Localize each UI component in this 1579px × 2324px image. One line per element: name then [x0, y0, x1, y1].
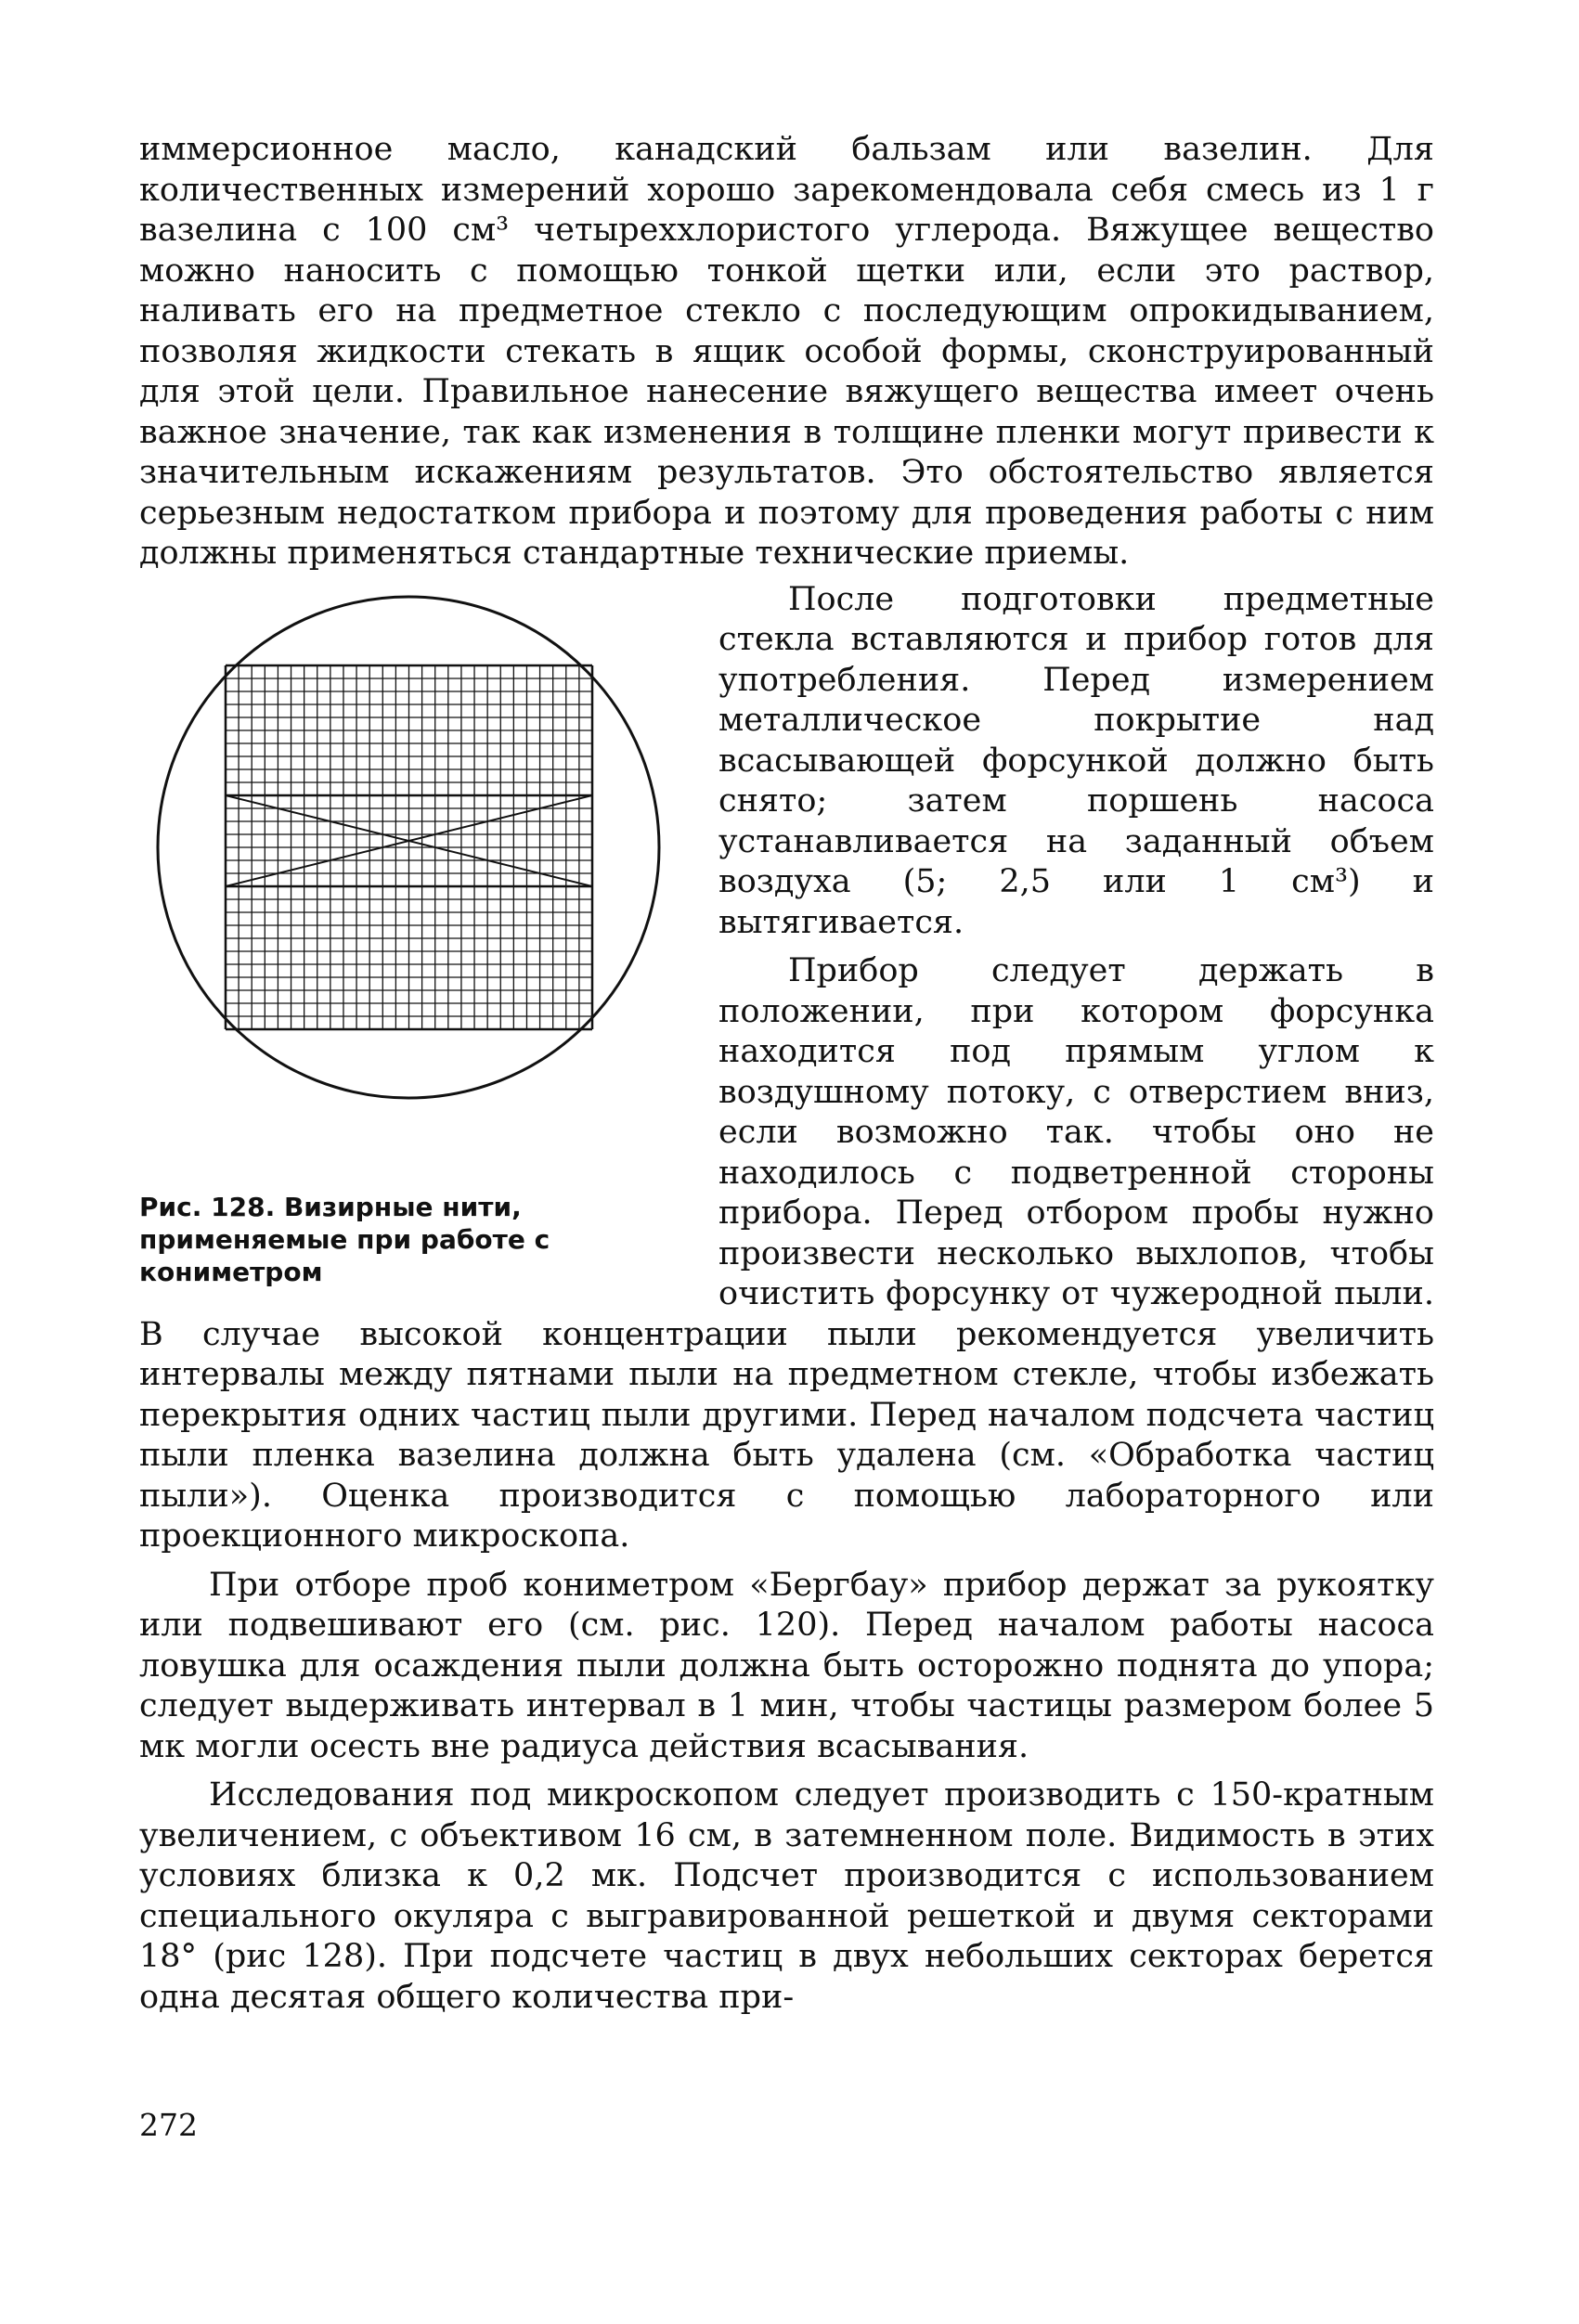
- figure-caption: Рис. 128. Визирные нити, применяемые при работе с кониметром: [139, 1191, 550, 1287]
- page-body: [139, 130, 1434, 2018]
- paragraph-5: Исследования под микроскопом следует производить с 150-кратным увеличением, с объективом 16 см, в затемненном поле. Видимость в этих условиях близка к 0,2 мк. Подсчет производится с использованием специального окуляра с выгравированной решеткой и двумя секторами 18° (рис 128). При подсчете частиц в двух небольших секторах берется одна десятая общего количества при-: [139, 1776, 1434, 2016]
- paragraph-4: При отборе проб кониметром «Бергбау» прибор держат за рукоятку или подвешивают его (см. рис. 120). Перед началом работы насоса ловушка для осаждения пыли должна быть осторожно поднята до упора; следует выдерживать интервал в 1 мин, чтобы частицы размером более 5 мк могли осесть вне радиуса действия всасывания.: [139, 1566, 1434, 1765]
- page-number: 272: [139, 2107, 198, 2143]
- paragraph-3: Прибор следует держать в положении, при котором форсунка находится под прямым углом к воздушному потоку, с отверстием вниз, если возможно так. чтобы оно не находилось с подветренной стороны прибора. Перед отбором пробы нужно произвести несколько выхлопов, чтобы очистить форсунку от чужеродной пыли. В случае высокой концентрации пыли рекомендуется увеличить интервалы между пятнами пыли на предметном стекле, чтобы избежать перекрытия одних частиц пыли другими. Перед началом подсчета частиц пыли пленка вазелина должна быть удалена (см. «Обработка частиц пыли»). Оценка производится с помощью лабораторного или проекционного микроскопа.: [139, 952, 1434, 1555]
- paragraph-2: После подготовки предметные стекла вставляются и прибор готов для употребления. Перед измерением металлическое покрытие над всасывающей форсункой должно быть снято; затем поршень насоса устанавливается на заданный объем воздуха (5; 2,5 или 1 см³) и вытягивается.: [718, 580, 1434, 941]
- reticle-diagram: [139, 589, 678, 1104]
- figure-128: [139, 589, 687, 1287]
- paragraph-1: иммерсионное масло, канадский бальзам или вазелин. Для количественных измерений хорошо зарекомендовала себя смесь из 1 г вазелина с 100 см³ четыреххлористого углерода. Вяжущее вещество можно наносить с помощью тонкой щетки или, если это раствор, наливать его на предметное стекло с последующим опрокидыванием, позволяя жидкости стекать в ящик особой формы, сконструированный для этой цели. Правильное нанесение вяжущего вещества имеет очень важное значение, так как изменения в толщине пленки могут привести к значительным искажениям результатов. Это обстоятельство является серьезным недостатком прибора и поэтому для проведения работы с ним должны применяться стандартные технические приемы.: [139, 131, 1434, 572]
